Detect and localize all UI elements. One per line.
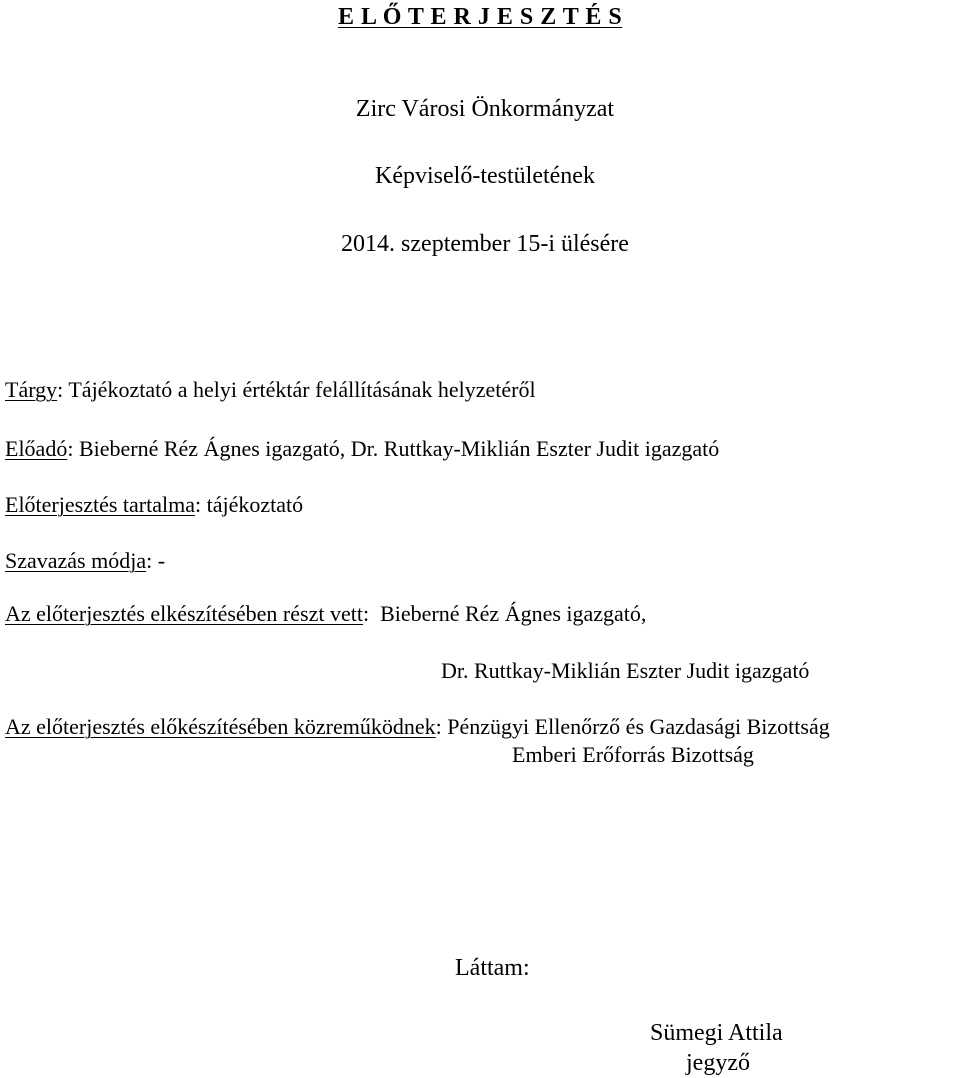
subject-label: Tárgy (5, 377, 58, 402)
content-label: Előterjesztés tartalma (5, 492, 195, 517)
meeting-date: 2014. szeptember 15-i ülésére (341, 231, 629, 257)
presenter-label: Előadó (5, 436, 68, 461)
signatory-name: Sümegi Attila (650, 1020, 783, 1046)
prepared-by-row: Az előterjesztés elkészítésében részt vett: Bieberné Réz Ágnes igazgató, (5, 601, 647, 626)
seen-label: Láttam: (455, 955, 530, 981)
document-title: E L Ő T E R J E S Z T É S (338, 4, 623, 30)
presenter-value: Bieberné Réz Ágnes igazgató, Dr. Ruttkay-Miklián Eszter Judit igazgató (78, 436, 720, 461)
content-value: tájékoztató (206, 492, 304, 517)
council-name: Zirc Városi Önkormányzat (355, 96, 615, 122)
content-row: Előterjesztés tartalma: tájékoztató (5, 492, 304, 517)
council-body: Képviselő-testületének (375, 163, 595, 189)
contributors-row: Az előterjesztés előkészítésében közreműködnek: Pénzügyi Ellenőrző és Gazdasági Bizottság (5, 714, 830, 739)
prepared-by-value-2: Dr. Ruttkay-Miklián Eszter Judit igazgató (441, 658, 810, 683)
signatory-role: jegyző (686, 1050, 750, 1076)
contributors-value-2: Emberi Erőforrás Bizottság (512, 742, 754, 767)
presenter-row: Előadó: Bieberné Réz Ágnes igazgató, Dr. Ruttkay-Miklián Eszter Judit igazgató (5, 436, 720, 461)
voting-value: - (157, 548, 166, 573)
contributors-label: Az előterjesztés előkészítésében közreműködnek (5, 714, 436, 739)
subject-value: Tájékoztató a helyi értéktár felállításának helyzetéről (68, 377, 536, 402)
subject-row: Tárgy: Tájékoztató a helyi értéktár felállításának helyzetéről (5, 377, 536, 402)
contributors-value-1: Pénzügyi Ellenőrző és Gazdasági Bizottság (447, 714, 830, 739)
prepared-by-label: Az előterjesztés elkészítésében részt vett (5, 601, 363, 626)
voting-label: Szavazás módja (5, 548, 147, 573)
prepared-by-value-1: Bieberné Réz Ágnes igazgató, (380, 601, 647, 626)
voting-row: Szavazás módja: - (5, 548, 166, 573)
